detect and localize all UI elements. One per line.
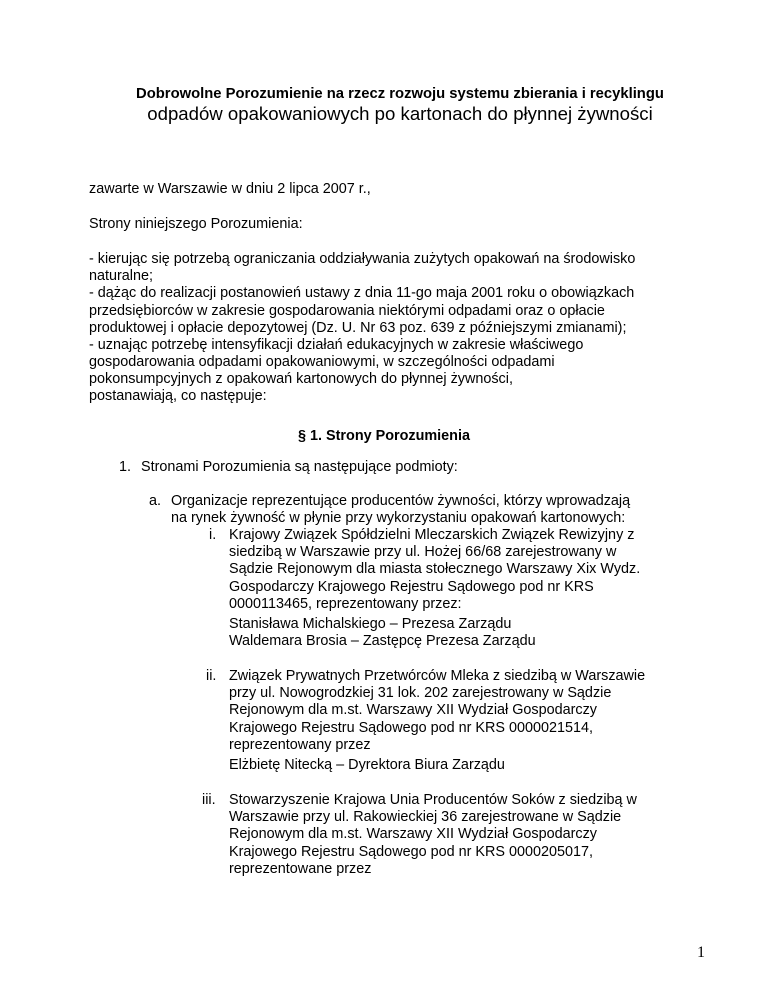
sub-i-number: i.	[209, 527, 217, 543]
section-heading: § 1. Strony Porozumienia	[298, 428, 470, 444]
place-date: zawarte w Warszawie w dniu 2 lipca 2007 r.,	[89, 181, 371, 197]
recitals: - kierując się potrzebą ograniczania oddziaływania zużytych opakowań na środowisko naturalne; - dążąc do realizacji postanowień ustawy z dnia 11-go maja 2001 roku o obowiązkach przedsiębiorców w zakresie gospodarowania niektórymi odpadami oraz o opłacie produktowej i opłacie depozytowej (Dz. U. Nr 63 poz. 639 z późniejszymi zmianami); - uznając potrzebę intensyfikacji działań edukacyjnych w zakresie właściwego gospodarowania odpadami opakowaniowymi, w szczególności odpadami pokonsumpcyjnych z opakowań kartonowych do płynnej żywności,	[89, 251, 636, 388]
sub-ii-text: Związek Prywatnych Przetwórców Mleka z siedzibą w Warszawie przy ul. Nowogrodzkiej 31 lok. 202 zarejestrowany w Sądzie Rejonowym dla m.st. Warszawy XII Wydział Gospodarczy Krajowego Rejestru Sądowego pod nr KRS 0000021514, reprezentowany przez	[229, 668, 646, 753]
sub-ii-number: ii.	[206, 668, 217, 684]
document-title-line-2: odpadów opakowaniowych po kartonach do płynnej żywności	[147, 103, 653, 124]
sub-iii-text: Stowarzyszenie Krajowa Unia Producentów Soków z siedzibą w Warszawie przy ul. Rakowieckiej 36 zarejestrowane w Sądzie Rejonowym dla m.st. Warszawy XII Wydział Gospodarczy Krajowego Rejestru Sądowego pod nr KRS 0000205017, reprezentowane przez	[229, 792, 637, 877]
item-1-number: 1.	[119, 459, 132, 475]
sub-ii-representatives: Elżbietę Nitecką – Dyrektora Biura Zarządu	[229, 757, 505, 773]
document-title-line-1: Dobrowolne Porozumienie na rzecz rozwoju systemu zbierania i recyklingu	[136, 86, 664, 102]
sub-i-text: Krajowy Związek Spółdzielni Mleczarskich Związek Rewizyjny z siedzibą w Warszawie przy ul. Hożej 66/68 zarejestrowany w Sądzie Rejonowym dla miasta stołecznego Warszawy Xix Wydz. Gospodarczy Krajowego Rejestru Sądowego pod nr KRS 0000113465, reprezentowany przez:	[229, 527, 641, 612]
item-a-text: Organizacje reprezentujące producentów żywności, którzy wprowadzają na rynek żywność w płynie przy wykorzystaniu opakowań kartonowych:	[171, 493, 631, 527]
resolution: postanawiają, co następuje:	[89, 388, 267, 404]
item-a-number: a.	[149, 493, 162, 509]
item-1-text: Stronami Porozumienia są następujące podmioty:	[141, 459, 458, 475]
page-number: 1	[697, 944, 705, 961]
sub-iii-number: iii.	[202, 792, 216, 808]
sub-i-representatives: Stanisława Michalskiego – Prezesa Zarządu Waldemara Brosia – Zastępcę Prezesa Zarządu	[229, 616, 536, 650]
parties-intro: Strony niniejszego Porozumienia:	[89, 216, 303, 232]
